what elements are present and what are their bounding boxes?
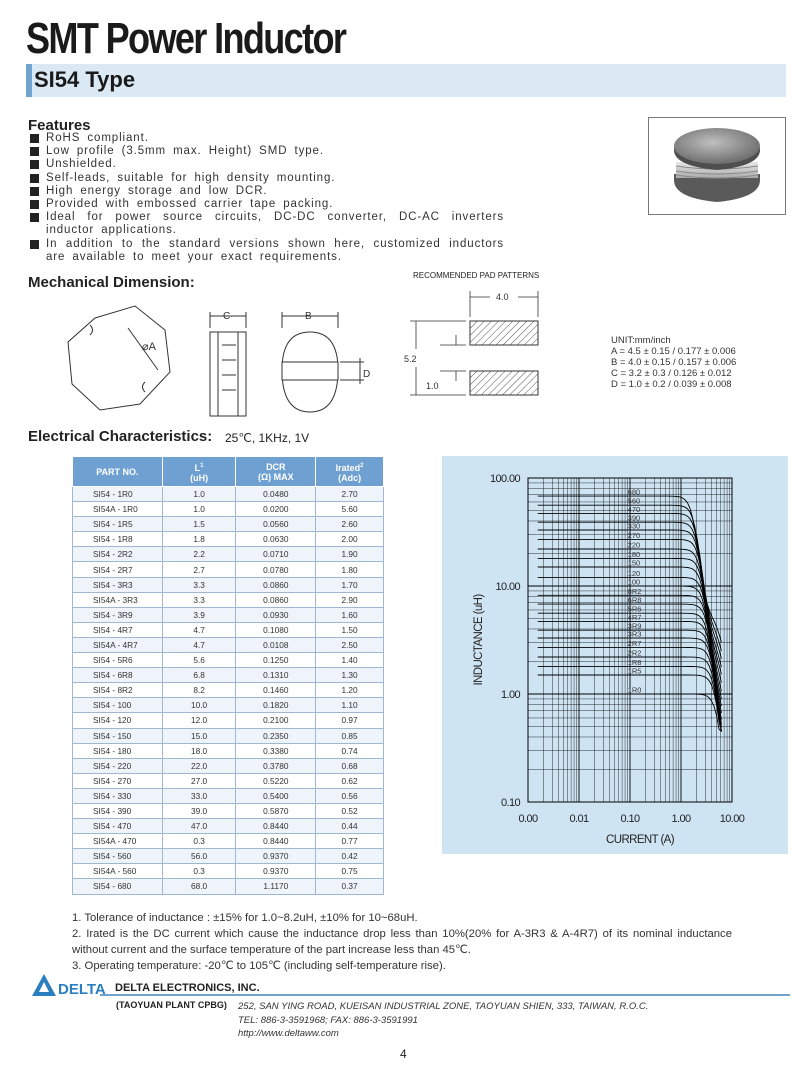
feature-item: Self-leads, suitable for high density mounting. bbox=[30, 172, 504, 185]
table-row bbox=[73, 864, 384, 879]
pad-pattern-drawing bbox=[400, 285, 570, 400]
table-row bbox=[73, 517, 384, 532]
type-banner bbox=[26, 64, 786, 97]
table-cell: 0.8440 bbox=[236, 819, 316, 834]
table-cell: SI54A - 560 bbox=[73, 864, 163, 879]
table-cell: SI54 - 330 bbox=[73, 788, 163, 803]
table-cell: 47.0 bbox=[162, 819, 236, 834]
table-cell: 1.70 bbox=[316, 577, 384, 592]
spec-table-body bbox=[73, 487, 384, 895]
table-cell: 0.74 bbox=[316, 743, 384, 758]
table-cell: 0.37 bbox=[316, 879, 384, 894]
y-tick-label: 10.00 bbox=[495, 581, 520, 593]
x-tick-label: 10.00 bbox=[719, 813, 745, 825]
inductance-chart-panel bbox=[442, 456, 788, 854]
table-cell: SI54 - 3R9 bbox=[73, 607, 163, 622]
table-cell: 0.97 bbox=[316, 713, 384, 728]
table-row bbox=[73, 547, 384, 562]
feature-item: RoHS compliant. bbox=[30, 132, 504, 145]
table-cell: 0.0200 bbox=[236, 502, 316, 517]
table-row bbox=[73, 803, 384, 818]
table-cell: SI54 - 2R2 bbox=[73, 547, 163, 562]
table-cell: 0.0780 bbox=[236, 562, 316, 577]
table-row bbox=[73, 592, 384, 607]
table-cell: 0.62 bbox=[316, 773, 384, 788]
table-cell: 0.0930 bbox=[236, 607, 316, 622]
table-cell: 0.42 bbox=[316, 849, 384, 864]
table-cell: 0.0480 bbox=[236, 487, 316, 502]
table-cell: 1.60 bbox=[316, 607, 384, 622]
col-part-no: PART NO. bbox=[73, 457, 163, 487]
table-cell: 39.0 bbox=[162, 803, 236, 818]
table-header-row bbox=[73, 457, 384, 487]
table-cell: 0.0710 bbox=[236, 547, 316, 562]
table-cell: 0.75 bbox=[316, 864, 384, 879]
pad-width-label: 4.0 bbox=[496, 292, 509, 302]
table-cell: 2.60 bbox=[316, 517, 384, 532]
table-cell: 1.40 bbox=[316, 653, 384, 668]
table-cell: 0.1310 bbox=[236, 668, 316, 683]
series-label: 560 bbox=[627, 496, 641, 506]
table-cell: 0.5400 bbox=[236, 788, 316, 803]
table-cell: 0.5870 bbox=[236, 803, 316, 818]
company-website[interactable]: http://www.deltaww.com bbox=[238, 1028, 339, 1039]
table-row bbox=[73, 743, 384, 758]
table-cell: 1.1170 bbox=[236, 879, 316, 894]
note-item: 2. Irated is the DC current which cause the inductance drop less than 10%(20% for A-3R3 & A-4R7) of its nominal inductance without current and the surface temperature of the part increase less than 45℃. bbox=[72, 928, 732, 956]
table-cell: 0.1460 bbox=[236, 683, 316, 698]
table-row bbox=[73, 834, 384, 849]
table-cell: 68.0 bbox=[162, 879, 236, 894]
table-cell: 1.0 bbox=[162, 502, 236, 517]
feature-item: Low profile (3.5mm max. Height) SMD type. bbox=[30, 145, 504, 158]
feature-item: Provided with embossed carrier tape packing. bbox=[30, 198, 504, 211]
series-label: 3R3 bbox=[627, 629, 642, 639]
table-cell: 0.3 bbox=[162, 864, 236, 879]
table-cell: 2.00 bbox=[316, 532, 384, 547]
table-cell: 0.3780 bbox=[236, 758, 316, 773]
table-cell: 33.0 bbox=[162, 788, 236, 803]
col-inductance: $L^1$ (uH) bbox=[162, 457, 236, 487]
feature-item: Unshielded. bbox=[30, 158, 504, 171]
table-row bbox=[73, 819, 384, 834]
note-item: 1. Tolerance of inductance : ±15% for 1.0~8.2uH, ±10% for 10~68uH. bbox=[72, 912, 418, 924]
table-cell: SI54A - 3R3 bbox=[73, 592, 163, 607]
y-axis-label: INDUCTANCE (uH) bbox=[473, 594, 485, 686]
unit-line: C = 3.2 ± 0.3 / 0.126 ± 0.012 bbox=[611, 368, 732, 379]
series-label: 1R8 bbox=[627, 657, 642, 667]
table-row bbox=[73, 653, 384, 668]
y-tick-label: 1.00 bbox=[500, 689, 520, 701]
company-name: DELTA ELECTRONICS, INC. bbox=[115, 982, 260, 994]
table-cell: SI54 - 1R5 bbox=[73, 517, 163, 532]
company-address: 252, SAN YING ROAD, KUEISAN INDUSTRIAL ZONE, TAOYUAN SHIEN, 333, TAIWAN, R.O.C. bbox=[238, 1001, 649, 1012]
top-view-outline bbox=[68, 306, 170, 410]
table-row bbox=[73, 532, 384, 547]
series-label: 6R8 bbox=[627, 595, 642, 605]
table-cell: 1.5 bbox=[162, 517, 236, 532]
logo-text: DELTA bbox=[58, 981, 106, 998]
table-cell: 18.0 bbox=[162, 743, 236, 758]
delta-logo-icon bbox=[30, 970, 110, 1000]
series-label: 1R0 bbox=[627, 685, 642, 695]
table-cell: 0.85 bbox=[316, 728, 384, 743]
table-cell: SI54 - 6R8 bbox=[73, 668, 163, 683]
mechanical-drawing bbox=[60, 300, 400, 420]
table-cell: 15.0 bbox=[162, 728, 236, 743]
front-view bbox=[282, 312, 364, 412]
table-row bbox=[73, 849, 384, 864]
table-cell: 0.0630 bbox=[236, 532, 316, 547]
company-phone: TEL: 886-3-3591968; FAX: 886-3-3591991 bbox=[238, 1015, 418, 1026]
table-row bbox=[73, 698, 384, 713]
series-label: 8R2 bbox=[627, 586, 642, 596]
pad-pattern-caption: RECOMMENDED PAD PATTERNS bbox=[413, 271, 540, 280]
table-cell: 2.90 bbox=[316, 592, 384, 607]
series-label: 330 bbox=[627, 521, 641, 531]
page-number: 4 bbox=[400, 1047, 407, 1061]
spec-table bbox=[72, 456, 384, 895]
table-row bbox=[73, 683, 384, 698]
table-cell: 3.3 bbox=[162, 592, 236, 607]
inductor-photo-icon bbox=[649, 118, 785, 214]
table-cell: 0.2350 bbox=[236, 728, 316, 743]
x-axis-label: CURRENT (A) bbox=[606, 834, 674, 846]
table-cell: 0.68 bbox=[316, 758, 384, 773]
table-cell: SI54 - 680 bbox=[73, 879, 163, 894]
note-item: 3. Operating temperature: -20℃ to 105℃ (including self-temperature rise). bbox=[72, 960, 446, 972]
unit-line: A = 4.5 ± 0.15 / 0.177 ± 0.006 bbox=[611, 346, 736, 357]
notes-list bbox=[72, 910, 732, 974]
features-heading: Features bbox=[28, 117, 91, 134]
table-cell: 0.9370 bbox=[236, 849, 316, 864]
table-cell: 1.20 bbox=[316, 683, 384, 698]
table-cell: 4.7 bbox=[162, 637, 236, 652]
table-cell: 1.0 bbox=[162, 487, 236, 502]
features-list bbox=[30, 132, 504, 264]
series-label: 150 bbox=[627, 558, 641, 568]
series-label: 3R9 bbox=[627, 621, 642, 631]
table-cell: 0.2100 bbox=[236, 713, 316, 728]
series-label: 390 bbox=[627, 513, 641, 523]
x-tick-label: 1.00 bbox=[671, 813, 691, 825]
table-row bbox=[73, 758, 384, 773]
x-tick-label: 0.01 bbox=[569, 813, 589, 825]
dimension-units bbox=[611, 335, 736, 390]
series-label: 100 bbox=[627, 577, 641, 587]
table-cell: 0.1820 bbox=[236, 698, 316, 713]
table-cell: 0.0560 bbox=[236, 517, 316, 532]
pad-top bbox=[470, 321, 538, 345]
table-cell: 0.52 bbox=[316, 803, 384, 818]
footer-divider bbox=[100, 994, 790, 996]
table-cell: SI54 - 270 bbox=[73, 773, 163, 788]
table-row bbox=[73, 502, 384, 517]
table-cell: 0.56 bbox=[316, 788, 384, 803]
mechanical-heading: Mechanical Dimension: bbox=[28, 274, 195, 291]
pad-gap-label: 1.0 bbox=[426, 381, 439, 391]
type-label: SI54 Type bbox=[34, 67, 136, 92]
table-cell: 3.9 bbox=[162, 607, 236, 622]
series-label: 270 bbox=[627, 530, 641, 540]
table-cell: 0.9370 bbox=[236, 864, 316, 879]
table-cell: 0.44 bbox=[316, 819, 384, 834]
table-cell: 22.0 bbox=[162, 758, 236, 773]
product-photo bbox=[648, 117, 786, 215]
table-cell: SI54 - 100 bbox=[73, 698, 163, 713]
table-cell: 0.1250 bbox=[236, 653, 316, 668]
feature-item: High energy storage and low DCR. bbox=[30, 185, 504, 198]
table-cell: 5.60 bbox=[316, 502, 384, 517]
table-cell: 5.6 bbox=[162, 653, 236, 668]
feature-item: In addition to the standard versions shown here, customized inductors are available to meet your exact requirements. bbox=[30, 238, 504, 264]
col-irated: Irated$^2$ (Adc) bbox=[316, 457, 384, 487]
series-label: 120 bbox=[627, 568, 641, 578]
table-cell: 1.10 bbox=[316, 698, 384, 713]
table-row bbox=[73, 607, 384, 622]
table-cell: SI54 - 390 bbox=[73, 803, 163, 818]
table-cell: SI54 - 560 bbox=[73, 849, 163, 864]
table-row bbox=[73, 788, 384, 803]
table-cell: SI54 - 180 bbox=[73, 743, 163, 758]
x-tick-label: 0.10 bbox=[620, 813, 640, 825]
table-cell: 6.8 bbox=[162, 668, 236, 683]
dim-a-label: ⌀A bbox=[142, 341, 156, 353]
table-cell: 0.3380 bbox=[236, 743, 316, 758]
x-tick-label: 0.00 bbox=[518, 813, 538, 825]
feature-item: Ideal for power source circuits, DC-DC converter, DC-AC inverters inductor applications. bbox=[30, 211, 504, 237]
inductance-chart bbox=[442, 456, 788, 854]
dim-c-label: C bbox=[223, 311, 231, 322]
test-conditions: 25℃, 1KHz, 1V bbox=[225, 431, 310, 445]
series-label: 220 bbox=[627, 540, 641, 550]
y-tick-label: 100.00 bbox=[489, 473, 520, 485]
table-cell: 0.8440 bbox=[236, 834, 316, 849]
table-cell: SI54 - 470 bbox=[73, 819, 163, 834]
table-cell: 0.0860 bbox=[236, 577, 316, 592]
table-row bbox=[73, 487, 384, 502]
table-cell: 0.5220 bbox=[236, 773, 316, 788]
table-cell: SI54 - 120 bbox=[73, 713, 163, 728]
side-view bbox=[210, 312, 246, 416]
table-cell: 0.3 bbox=[162, 834, 236, 849]
unit-line: D = 1.0 ± 0.2 / 0.039 ± 0.008 bbox=[611, 379, 732, 390]
table-cell: SI54 - 8R2 bbox=[73, 683, 163, 698]
dim-b-label: B bbox=[305, 311, 312, 322]
table-cell: SI54A - 470 bbox=[73, 834, 163, 849]
table-cell: 0.77 bbox=[316, 834, 384, 849]
table-row bbox=[73, 728, 384, 743]
table-cell: SI54 - 2R7 bbox=[73, 562, 163, 577]
table-row bbox=[73, 562, 384, 577]
table-cell: 2.50 bbox=[316, 637, 384, 652]
table-cell: 3.3 bbox=[162, 577, 236, 592]
series-label: 4R7 bbox=[627, 612, 642, 622]
y-tick-label: 0.10 bbox=[500, 797, 520, 809]
series-label: 680 bbox=[627, 487, 641, 497]
series-label: 1R5 bbox=[627, 666, 642, 676]
dim-d-label: D bbox=[363, 369, 371, 380]
table-cell: SI54A - 4R7 bbox=[73, 637, 163, 652]
table-cell: 1.30 bbox=[316, 668, 384, 683]
table-cell: 8.2 bbox=[162, 683, 236, 698]
table-cell: 1.90 bbox=[316, 547, 384, 562]
table-cell: SI54 - 5R6 bbox=[73, 653, 163, 668]
table-cell: 1.80 bbox=[316, 562, 384, 577]
table-row bbox=[73, 713, 384, 728]
table-cell: 12.0 bbox=[162, 713, 236, 728]
table-cell: 56.0 bbox=[162, 849, 236, 864]
table-cell: SI54 - 4R7 bbox=[73, 622, 163, 637]
table-cell: 1.8 bbox=[162, 532, 236, 547]
table-row bbox=[73, 879, 384, 894]
series-label: 2R7 bbox=[627, 638, 642, 648]
table-cell: 10.0 bbox=[162, 698, 236, 713]
table-row bbox=[73, 577, 384, 592]
table-row bbox=[73, 637, 384, 652]
table-cell: SI54 - 1R0 bbox=[73, 487, 163, 502]
table-row bbox=[73, 668, 384, 683]
electrical-heading: Electrical Characteristics: bbox=[28, 428, 213, 445]
table-cell: 0.1080 bbox=[236, 622, 316, 637]
col-dcr: DCR (Ω) MAX bbox=[236, 457, 316, 487]
unit-line: B = 4.0 ± 0.15 / 0.157 ± 0.006 bbox=[611, 357, 737, 368]
table-cell: 2.7 bbox=[162, 562, 236, 577]
table-cell: 2.2 bbox=[162, 547, 236, 562]
table-cell: 27.0 bbox=[162, 773, 236, 788]
plant-name: (TAOYUAN PLANT CPBG) bbox=[116, 1000, 227, 1010]
pad-height-label: 5.2 bbox=[404, 354, 417, 364]
series-label: 180 bbox=[627, 549, 641, 559]
table-cell: 0.0108 bbox=[236, 637, 316, 652]
table-cell: SI54 - 150 bbox=[73, 728, 163, 743]
series-label: 470 bbox=[627, 504, 641, 514]
table-cell: 2.70 bbox=[316, 487, 384, 502]
table-cell: SI54A - 1R0 bbox=[73, 502, 163, 517]
series-label: 2R2 bbox=[627, 648, 642, 658]
table-cell: 0.0860 bbox=[236, 592, 316, 607]
table-row bbox=[73, 773, 384, 788]
unit-line: UNIT:mm/inch bbox=[611, 335, 671, 346]
table-cell: 1.50 bbox=[316, 622, 384, 637]
table-cell: 4.7 bbox=[162, 622, 236, 637]
table-cell: SI54 - 3R3 bbox=[73, 577, 163, 592]
pad-bottom bbox=[470, 371, 538, 395]
table-row bbox=[73, 622, 384, 637]
page-title: SMT Power Inductor bbox=[26, 14, 346, 63]
table-cell: SI54 - 1R8 bbox=[73, 532, 163, 547]
series-label: 5R6 bbox=[627, 604, 642, 614]
table-cell: SI54 - 220 bbox=[73, 758, 163, 773]
